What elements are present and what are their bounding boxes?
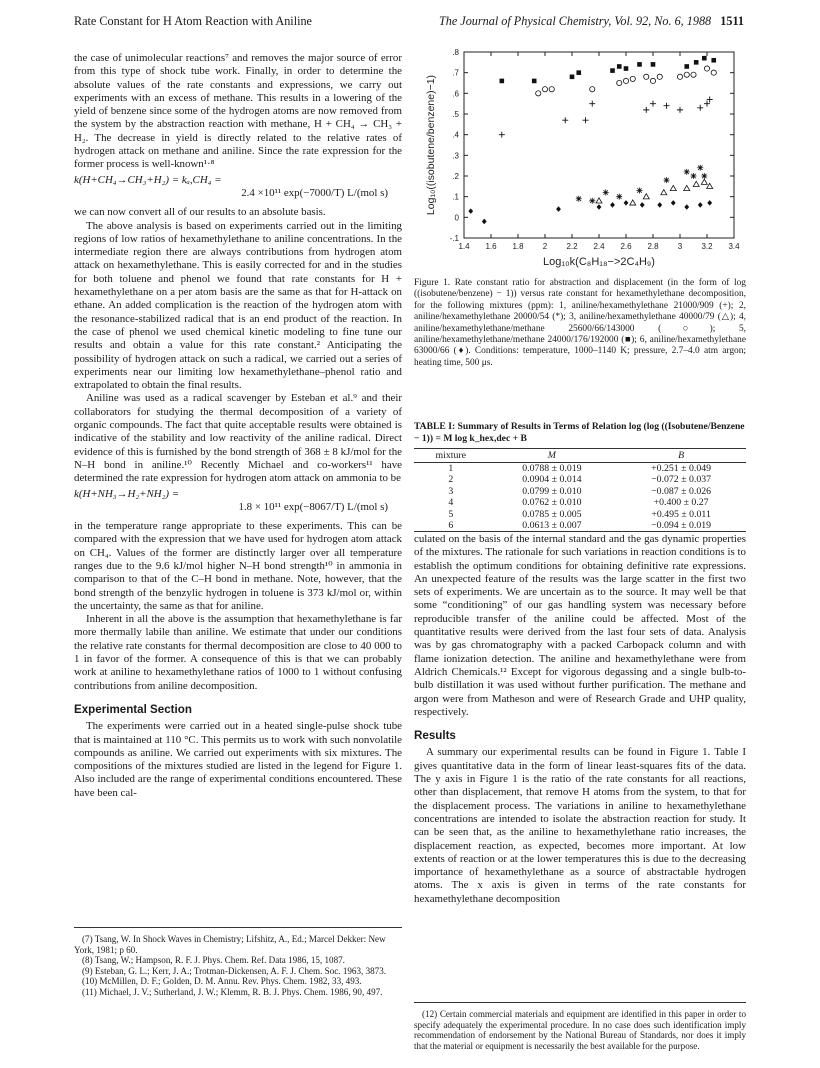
paragraph: Inherent in all the above is the assumption that hexamethylethane is far more thermally labile than aniline. We estimate that under our conditions the relative rate constants for thermal decomposition are close to 40 000 to 1 in favor of the former. A consequence of this is that we can probably work at aniline to hexamethylethane ratios of 1000 to 1 without confusing contributions from aniline decomposition. [74, 613, 402, 692]
plus-point [499, 132, 505, 138]
equation-methane [74, 174, 402, 201]
left-column [74, 52, 402, 800]
reference: (12) Certain commercial materials and equipment are identified in this paper in order to specify adequately the experimental procedure. In no case does such identification imply recommendation of endorsement by the National Bureau of Standards, nor does it imply that the material or equipment is necessarily the best available for the purpose. [414, 1009, 746, 1051]
reference: (11) Michael, J. V.; Sutherland, J. W.; Klemm, R. B. J. Phys. Chem. 1986, 90, 497. [82, 986, 383, 997]
plus-point [589, 101, 595, 107]
plus-point [704, 101, 710, 107]
footnotes-left [74, 927, 402, 998]
asterisk-point [637, 187, 643, 193]
triangle-point [684, 185, 690, 190]
col-header: M [488, 449, 617, 463]
b-cell: −0.072 ± 0.037 [651, 474, 712, 486]
circle-point [644, 74, 649, 79]
circle-point [617, 80, 622, 85]
footnote-right [414, 1002, 746, 1051]
running-header: Rate Constant for H Atom Reaction with Aniline [74, 14, 312, 28]
square-point [651, 62, 656, 67]
equation-rhs: 1.8 × 10¹¹ exp(−8067/T) L/(mol s) [238, 500, 388, 513]
plus-point [643, 107, 649, 113]
asterisk-point [697, 165, 703, 171]
reference: (7) Tsang, W. In Shock Waves in Chemistry; Lifshitz, A., Ed.; Marcel Dekker: New York, 1981; p 60. [74, 934, 386, 955]
paragraph: A summary our experimental results can be found in Figure 1. Table I gives quantitative data in the form of linear least-squares fits of the data. The y axis in Figure 1 is the ratio of the rate constants for all reactions, other than displacement, that remove H atoms from the system, to that for the displacement process. The variations in aniline to hexamethylethane concentrations are intended to isolate the abstraction reaction for study. It can be seen that, as the aniline to hexamethylethane ratio increases, the displacement reaction, as expected, becomes more important. At low extents of reaction or at the lower temperatures this is due to the decreasing importance of hexamethylethane as a source of abstractable hydrogen atoms. The x axis is given in terms of the rate constants for hexamethylethane decomposition [414, 746, 746, 905]
circle-point [549, 87, 554, 92]
triangle-point [693, 181, 699, 186]
x-tick-label: 2.2 [566, 242, 578, 251]
asterisk-point [684, 169, 690, 175]
paragraph: The experiments were carried out in a heated single-pulse shock tube that is maintained at 110 °C. This permits us to work with such nonvolatile compounds as aniline. We carried out experiments with six mixtures. The compositions of the mixtures studied are listed in the legend for Figure 1. Also included are the range of experimental conditions encountered. These have been cal- [74, 720, 402, 799]
circle-point [623, 78, 628, 83]
x-tick-label: 1.4 [458, 242, 470, 251]
b-cell: −0.094 ± 0.019 [616, 520, 746, 532]
square-point [702, 56, 707, 61]
scatter-chart [414, 46, 746, 272]
asterisk-point [576, 196, 582, 202]
reference: (10) McMillen, D. F.; Golden, D. M. Annu. Rev. Phys. Chem. 1982, 33, 493. [82, 976, 362, 987]
circle-point [677, 74, 682, 79]
square-point [684, 64, 689, 69]
right-column [414, 533, 746, 906]
equation-lhs: k(H+NH₃→H₂+NH₂) = [74, 487, 180, 500]
mixture-cell: 5 [448, 508, 454, 520]
y-tick-label: -.1 [449, 234, 459, 243]
equation-ammonia [74, 488, 402, 515]
b-cell: −0.087 ± 0.026 [651, 485, 712, 497]
square-point [576, 70, 581, 75]
circle-point [590, 87, 595, 92]
circle-point [684, 72, 689, 77]
square-point [570, 75, 575, 80]
diamond-point [657, 202, 662, 208]
circle-point [536, 91, 541, 96]
diamond-point [482, 219, 487, 225]
y-tick-label: .8 [452, 48, 459, 57]
mixture-cell: 4 [448, 497, 454, 509]
paragraph: in the temperature range appropriate to these experiments. This can be compared with the expression that we have used for hydrogen atom attack on CH₄. Values of the former are distinctly larger over all temperature ranges due to the 9.6 kJ/mol higher N–H bond strength¹⁰ in ammonia in comparison to that of the C–H bond in methane. Note, however, that the bond strength of the benzylic hydrogen in toluene is 373 kJ/mol or, within the uncertainty, the same as that for aniline. [74, 520, 402, 612]
asterisk-point [691, 173, 697, 179]
square-point [624, 66, 629, 71]
table-row [414, 474, 746, 485]
square-point [617, 64, 622, 69]
diamond-point [707, 200, 712, 206]
triangle-point [643, 194, 649, 199]
reference: (9) Esteban, G. L.; Kerr, J. A.; Trotman-Dickensen, A. F. J. Chem. Soc. 1963, 3873. [82, 965, 387, 976]
x-tick-label: 3 [677, 242, 683, 251]
square-point [694, 60, 699, 65]
triangle-point [630, 200, 636, 205]
section-heading: Results [414, 729, 456, 743]
circle-point [657, 74, 662, 79]
m-cell: 0.0613 ± 0.007 [488, 520, 617, 532]
plus-point [583, 117, 589, 123]
section-heading: Experimental Section [74, 702, 192, 716]
triangle-point [670, 185, 676, 190]
b-cell: +0.251 ± 0.049 [651, 463, 712, 474]
diamond-point [624, 200, 629, 206]
mixture-cell: 1 [448, 463, 454, 474]
x-tick-label: 2.6 [620, 242, 632, 251]
data-points [468, 56, 716, 224]
x-tick-label: 2.4 [593, 242, 605, 251]
reference: (8) Tsang, W.; Hampson, R. F. J. Phys. Chem. Ref. Data 1986, 15, 1087. [82, 955, 345, 966]
figure-caption: Figure 1. Rate constant ratio for abstraction and displacement (in the form of log ((isobutene/benzene) − 1)) versus rate constant for hexamethylethane decomposition, for the following mixtures (ppm): 1, aniline/hexamethylethane 21000/909 (+); 2, aniline/hexamethylethane 20000/54 (*); 3, aniline/hexamethylethane 40000/79 (△); 4, aniline/hexamethylethane/methane 25600/66/143000 (○); 5, aniline/hexamethylethane/methane 24000/176/192000 (■); 6, aniline/hexamethylethane 63000/66 (♦). Conditions: temperature, 1000–1140 K; pressure, 2.7–4.0 atm argon; heating time, 500 μs. [414, 278, 746, 368]
diamond-point [698, 202, 703, 208]
mixture-cell: 2 [448, 474, 454, 486]
plus-point [650, 101, 656, 107]
journal-citation [439, 14, 744, 29]
figure-1 [414, 46, 746, 272]
x-tick-label: 3.2 [701, 242, 713, 251]
paragraph: culated on the basis of the internal standard and the gas dynamic properties of the mixtures. The rationale for such variations in reaction conditions is to establish the optimum conditions for obtaining definitive rate expressions. An unexpected feature of the results was the large scatter in the first two sets of experiments. We are uncertain as to the source. It may well be that some “conditioning” of our gas handling system was necessary before reproducible transfer of the aniline could be affected. Most of the quantitative results were derived from the last four sets of data. Analysis was by gas chromatography with a packed Carbopack column and with flame ionization detection. The aniline and hexamethylethane were from Aldrich Chemicals.¹² Except for vigorous degassing and a single bulb-to-bulb distillation it was used without further purification. The methane and argon were from Matheson and were of Research Grade and UHP quality, respectively. [414, 533, 746, 718]
square-point [637, 62, 642, 67]
paragraph: The above analysis is based on experiments carried out in the limiting regions of low ratios of hexamethylethane to aniline concentrations. In the intermediate region there are always contributions from hydrogen atom attack on hexamethylethane. This is easily corrected for and in the studies for both toluene and phenol we found that rate constants for H + hexamethylethane on a per atom basis are the same as that for H-attack on ethane. An added complication is the reaction of the hydrogen atom with the resonance-stabilized radical that is an end product of the reaction. In the case of phenol we used chemical kinetic modeling to fine tune our results and obtain a value for this rate constant.² Anticipating the possibility of hydrogen attack on such a radical, we carried out a series of experiments near our limiting low hexamethylethane–phenol ratio and extrapolated to obtain the final results. [74, 219, 402, 392]
y-tick-label: .7 [452, 68, 459, 78]
journal-name: The Journal of Physical Chemistry, Vol. 92, No. 6, 1988 [438, 14, 712, 28]
diamond-point [610, 202, 615, 208]
triangle-point [707, 183, 713, 188]
table-row [414, 520, 746, 532]
triangle-point [596, 198, 602, 203]
asterisk-point [589, 198, 595, 204]
diamond-point [640, 202, 645, 208]
diamond-point [468, 208, 473, 214]
x-tick-label: 3.4 [728, 242, 740, 251]
col-header: mixture [414, 449, 488, 463]
y-tick-label: .2 [452, 172, 459, 181]
diamond-point [597, 204, 602, 210]
diamond-point [684, 204, 689, 210]
plus-point [664, 103, 670, 109]
y-tick-label: .1 [452, 192, 459, 202]
plus-point [677, 107, 683, 113]
table-row [414, 486, 746, 497]
plus-point [697, 105, 703, 111]
triangle-point [701, 179, 707, 184]
y-tick-label: 0 [454, 213, 459, 223]
plot-frame [464, 52, 734, 238]
table-row [414, 509, 746, 520]
circle-point [704, 66, 709, 71]
square-point [610, 68, 615, 73]
table-row [414, 497, 746, 508]
asterisk-point [664, 177, 670, 183]
m-cell: 0.0904 ± 0.014 [522, 474, 582, 486]
paragraph: the case of unimolecular reactions⁷ and removes the major source of error from this type of shock tube work. Finally, in order to determine the absolute values of the rate constants and expressions, we carry out experiments with an excess of methane. This results in a lowering of the yield of benzene since some of the hydrogen atoms are now removed from the system by the abstraction reaction with methane, H + CH₄ → CH₃ + H₂. The decrease in yield is directly related to the relative rates of hydrogen attack on methane and aniline. Since the rate expression for the former process is well-known¹·⁸ [74, 52, 402, 171]
y-axis-label: Log₁₀((isobutene/benzene)−1) [425, 74, 437, 216]
b-cell: +0.495 ± 0.011 [651, 508, 711, 520]
m-cell: 0.0762 ± 0.010 [522, 497, 582, 509]
plus-point [707, 97, 713, 103]
y-tick-label: .6 [452, 89, 459, 99]
mixture-cell: 6 [414, 520, 488, 532]
b-cell: +0.400 ± 0.27 [653, 497, 709, 509]
x-tick-label: 1.6 [485, 242, 497, 251]
x-tick-label: 2 [542, 242, 548, 251]
diamond-point [671, 200, 676, 206]
paragraph: we can now convert all of our results to an absolute basis. [74, 206, 326, 219]
circle-point [711, 70, 716, 75]
y-tick-label: .3 [452, 151, 459, 161]
table-row [414, 463, 746, 475]
results-table [414, 448, 746, 532]
circle-point [691, 72, 696, 77]
table-title: TABLE I: Summary of Results in Terms of Relation log (log ((Isobutene/Benzene − 1)) = M log k_hex,dec + B [414, 421, 745, 444]
circle-point [630, 76, 635, 81]
asterisk-point [616, 194, 622, 200]
table-header-row [414, 449, 746, 463]
circle-point [542, 87, 547, 92]
circle-point [650, 78, 655, 83]
m-cell: 0.0785 ± 0.005 [522, 508, 582, 520]
triangle-point [661, 190, 667, 195]
x-axis-label: Log₁₀k(C₈H₁₈−>2C₄H₉) [543, 256, 655, 268]
y-tick-label: .5 [452, 110, 459, 119]
paragraph: Aniline was used as a radical scavenger by Esteban et al.⁹ and their collaborators for studying the thermal decomposition of a variety of organic compounds. The fact that quite acceptable results were obtained is indicative of the stability and low reactivity of the aniline radical. Direct evidence of this is furnished by the bond strength of 368 ± 8 kJ/mol for the N–H bond in aniline.¹⁰ Recently Michael and co-workers¹¹ have determined the rate expression for hydrogen atom attack on ammonia to be [74, 392, 402, 485]
m-cell: 0.0788 ± 0.019 [522, 463, 582, 474]
x-tick-label: 1.8 [512, 242, 524, 251]
square-point [500, 79, 505, 84]
square-point [532, 79, 537, 84]
equation-lhs: k(H+CH₄→CH₃+H₂) = kₐ,CH₄ = [74, 173, 222, 186]
square-point [711, 58, 716, 63]
diamond-point [556, 206, 561, 212]
asterisk-point [701, 173, 707, 179]
asterisk-point [603, 190, 609, 196]
page-number: 1511 [720, 14, 744, 28]
mixture-cell: 3 [448, 485, 454, 497]
col-header: B [616, 449, 746, 463]
m-cell: 0.0799 ± 0.010 [522, 485, 582, 497]
y-tick-label: .4 [452, 130, 459, 140]
equation-rhs: 2.4 ×10¹¹ exp(−7000/T) L/(mol s) [241, 186, 388, 199]
plus-point [562, 117, 568, 123]
x-tick-label: 2.8 [647, 242, 659, 251]
